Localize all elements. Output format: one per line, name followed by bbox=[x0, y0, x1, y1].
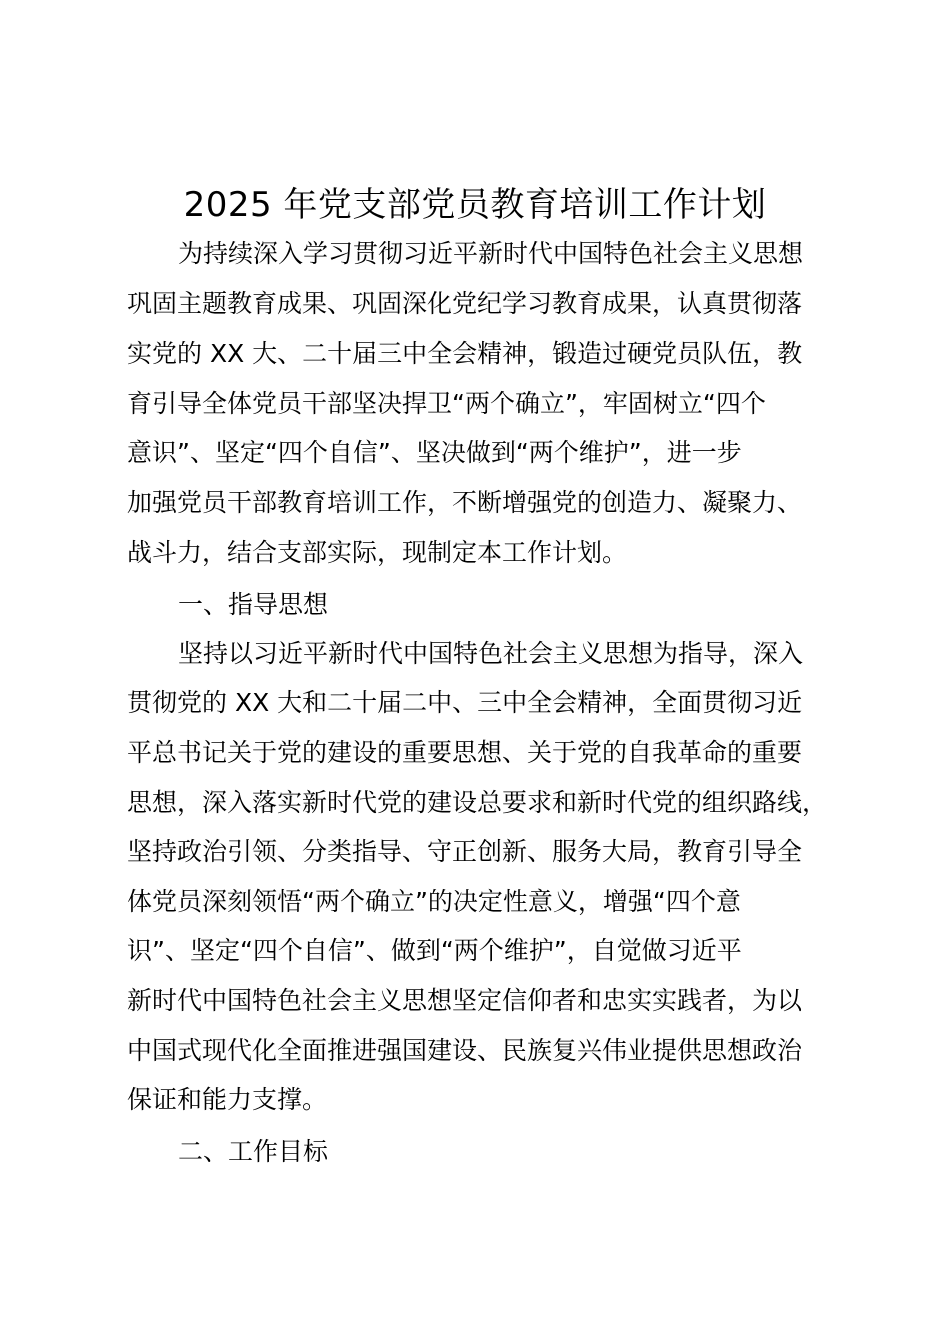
paragraph-line: 体党员深刻领悟“两个确立”的决定性意义，增强“四个意 bbox=[127, 887, 741, 916]
paragraph-line: 加强党员干部教育培训工作，不断增强党的创造力、凝聚力、 bbox=[127, 488, 803, 517]
paragraph-line: 思想，深入落实新时代党的建设总要求和新时代党的组织路线， bbox=[127, 788, 828, 817]
paragraph-line: 实党的 XX 大、二十届三中全会精神，锻造过硬党员队伍，教 bbox=[127, 339, 803, 368]
paragraph-line: 保证和能力支撑。 bbox=[127, 1085, 328, 1114]
paragraph-line: 平总书记关于党的建设的重要思想、关于党的自我革命的重要 bbox=[127, 738, 803, 767]
section-heading: 二、工作目标 bbox=[178, 1137, 329, 1166]
document-title: 2025 年党支部党员教育培训工作计划 bbox=[183, 185, 767, 225]
paragraph-line: 为持续深入学习贯彻习近平新时代中国特色社会主义思想 bbox=[178, 239, 804, 268]
paragraph-line: 新时代中国特色社会主义思想坚定信仰者和忠实实践者，为以 bbox=[127, 986, 803, 1015]
paragraph-line: 贯彻党的 XX 大和二十届二中、三中全会精神，全面贯彻习近 bbox=[127, 688, 803, 717]
paragraph-line: 战斗力，结合支部实际，现制定本工作计划。 bbox=[127, 538, 628, 567]
paragraph-line: 坚持政治引领、分类指导、守正创新、服务大局，教育引导全 bbox=[127, 837, 803, 866]
paragraph-line: 育引导全体党员干部坚决捍卫“两个确立”，牢固树立“四个 bbox=[127, 389, 766, 418]
paragraph-line: 坚持以习近平新时代中国特色社会主义思想为指导，深入 bbox=[178, 639, 804, 668]
paragraph-line: 中国式现代化全面推进强国建设、民族复兴伟业提供思想政治 bbox=[127, 1036, 803, 1065]
paragraph-line: 意识”、坚定“四个自信”、坚决做到“两个维护”，进一步 bbox=[127, 438, 742, 467]
section-heading: 一、指导思想 bbox=[178, 590, 329, 619]
paragraph-line: 巩固主题教育成果、巩固深化党纪学习教育成果，认真贯彻落 bbox=[127, 289, 803, 318]
paragraph-line: 识”、坚定“四个自信”、做到“两个维护”，自觉做习近平 bbox=[127, 936, 742, 965]
